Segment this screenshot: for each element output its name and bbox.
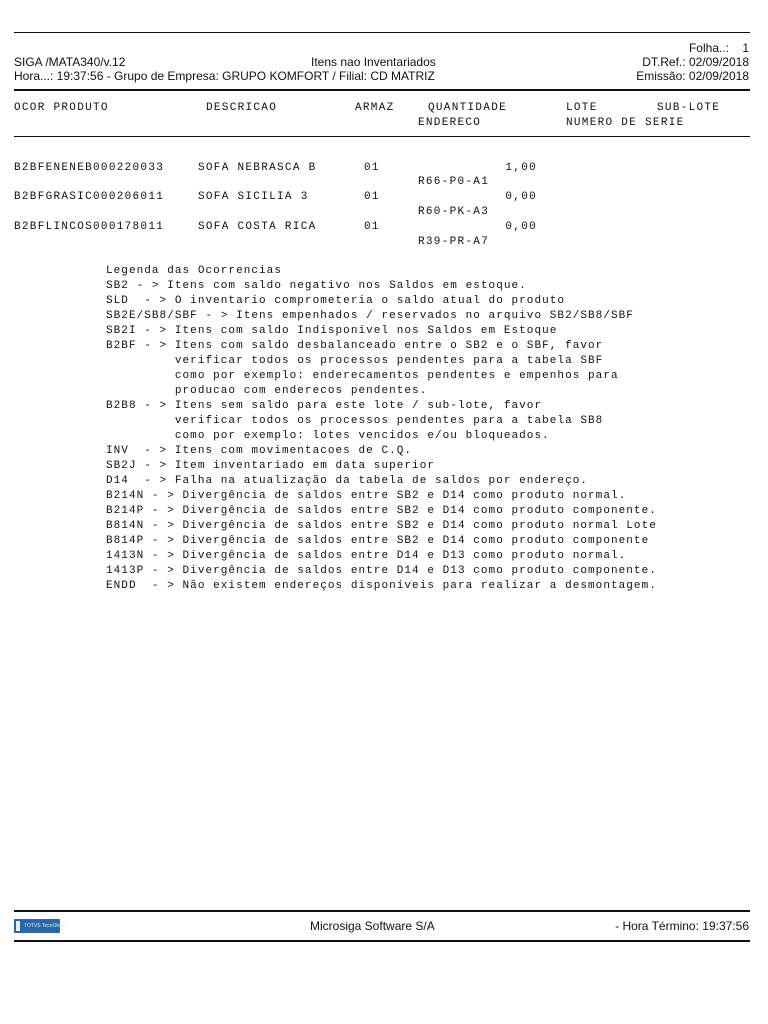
column-quantidade: QUANTIDADE	[428, 102, 508, 114]
emission-date: Emissão: 02/09/2018	[636, 69, 749, 83]
row-endereco: R66-P0-A1	[418, 176, 490, 188]
footer-end-time: - Hora Término: 19:37:56	[615, 919, 749, 933]
row-armaz: 01	[364, 191, 380, 203]
legend-line: SLD - > O inventario comprometeria o saldo atual do produto	[106, 295, 566, 307]
footer-company: Microsiga Software S/A	[310, 919, 435, 933]
row-produto: B2BFGRASIC000206011	[14, 191, 165, 203]
legend-line: B814P - > Divergência de saldos entre SB2 e D14 como produto componente	[106, 535, 650, 547]
legend-title: Legenda das Ocorrencias	[106, 265, 282, 277]
legend-line: B214P - > Divergência de saldos entre SB2 e D14 como produto componente.	[106, 505, 657, 517]
column-lote: LOTE	[566, 102, 598, 114]
legend	[106, 264, 657, 594]
legend-line: como por exemplo: lotes vencidos e/ou bloqueados.	[106, 430, 550, 442]
column-sub-lote: SUB-LOTE	[657, 102, 721, 114]
legend-line: B2BF - > Itens com saldo desbalanceado entre o SB2 e o SBF, favor	[106, 340, 604, 352]
columns-bottom-rule	[14, 136, 750, 137]
row-armaz: 01	[364, 162, 380, 174]
logo-text: TOTVS TecnOlogia	[24, 923, 67, 929]
program-label: SIGA /MATA340/v.12	[14, 55, 126, 69]
row-endereco: R39-PR-A7	[418, 236, 490, 248]
row-quantidade: 0,00	[505, 221, 537, 233]
column-armaz: ARMAZ	[355, 102, 395, 114]
row-descricao: SOFA NEBRASCA B	[198, 162, 317, 174]
time-company-line: Hora...: 19:37:56 - Grupo de Empresa: GRUPO KOMFORT / Filial: CD MATRIZ	[14, 69, 435, 83]
column-numero-de-serie: NUMERO DE SERIE	[566, 117, 685, 129]
legend-line: B214N - > Divergência de saldos entre SB2 e D14 como produto normal.	[106, 490, 627, 502]
legend-line: producao com enderecos pendentes.	[106, 385, 428, 397]
row-produto: B2BFLINCOS000178011	[14, 221, 165, 233]
legend-line: como por exemplo: enderecamentos pendentes e empenhos para	[106, 370, 619, 382]
column-ocor-produto: OCOR PRODUTO	[14, 102, 109, 114]
legend-line: ENDD - > Não existem endereços disponíveis para realizar a desmontagem.	[106, 580, 657, 592]
legend-line: SB2J - > Item inventariado em data superior	[106, 460, 435, 472]
legend-line: SB2I - > Itens com saldo Indisponivel nos Saldos em Estoque	[106, 325, 558, 337]
legend-line: D14 - > Falha na atualização da tabela de saldos por endereço.	[106, 475, 589, 487]
logo-mark-icon	[16, 921, 20, 931]
totvs-logo	[14, 919, 67, 933]
row-armaz: 01	[364, 221, 380, 233]
row-produto: B2BFENENEB000220033	[14, 162, 165, 174]
legend-line: B2B8 - > Itens sem saldo para este lote / sub-lote, favor	[106, 400, 543, 412]
legend-line: verificar todos os processos pendentes para a tabela SBF	[106, 355, 604, 367]
header-top-rule	[14, 32, 750, 33]
legend-line: 1413N - > Divergência de saldos entre D14 e D13 como produto normal.	[106, 550, 627, 562]
header-bottom-rule	[14, 89, 750, 91]
legend-line: B814N - > Divergência de saldos entre SB2 e D14 como produto normal Lote	[106, 520, 657, 532]
column-endereco: ENDERECO	[418, 117, 482, 129]
footer-top-rule	[14, 910, 750, 912]
footer-bottom-rule	[14, 940, 750, 942]
column-descricao: DESCRICAO	[206, 102, 278, 114]
legend-line: SB2 - > Itens com saldo negativo nos Saldos em estoque.	[106, 280, 527, 292]
row-quantidade: 0,00	[505, 191, 537, 203]
row-descricao: SOFA SICILIA 3	[198, 191, 309, 203]
legend-line: 1413P - > Divergência de saldos entre D14 e D13 como produto componente.	[106, 565, 657, 577]
legend-line: verificar todos os processos pendentes para a tabela SB8	[106, 415, 604, 427]
report-title: Itens nao Inventariados	[311, 55, 436, 69]
reference-date: DT.Ref.: 02/09/2018	[642, 55, 749, 69]
legend-line: INV - > Itens com movimentacoes de C.Q.	[106, 445, 413, 457]
sheet-number: Folha..: 1	[688, 41, 749, 55]
row-quantidade: 1,00	[505, 162, 537, 174]
row-endereco: R60-PK-A3	[418, 206, 490, 218]
legend-line: SB2E/SB8/SBF - > Itens empenhados / reservados no arquivo SB2/SB8/SBF	[106, 310, 634, 322]
row-descricao: SOFA COSTA RICA	[198, 221, 317, 233]
